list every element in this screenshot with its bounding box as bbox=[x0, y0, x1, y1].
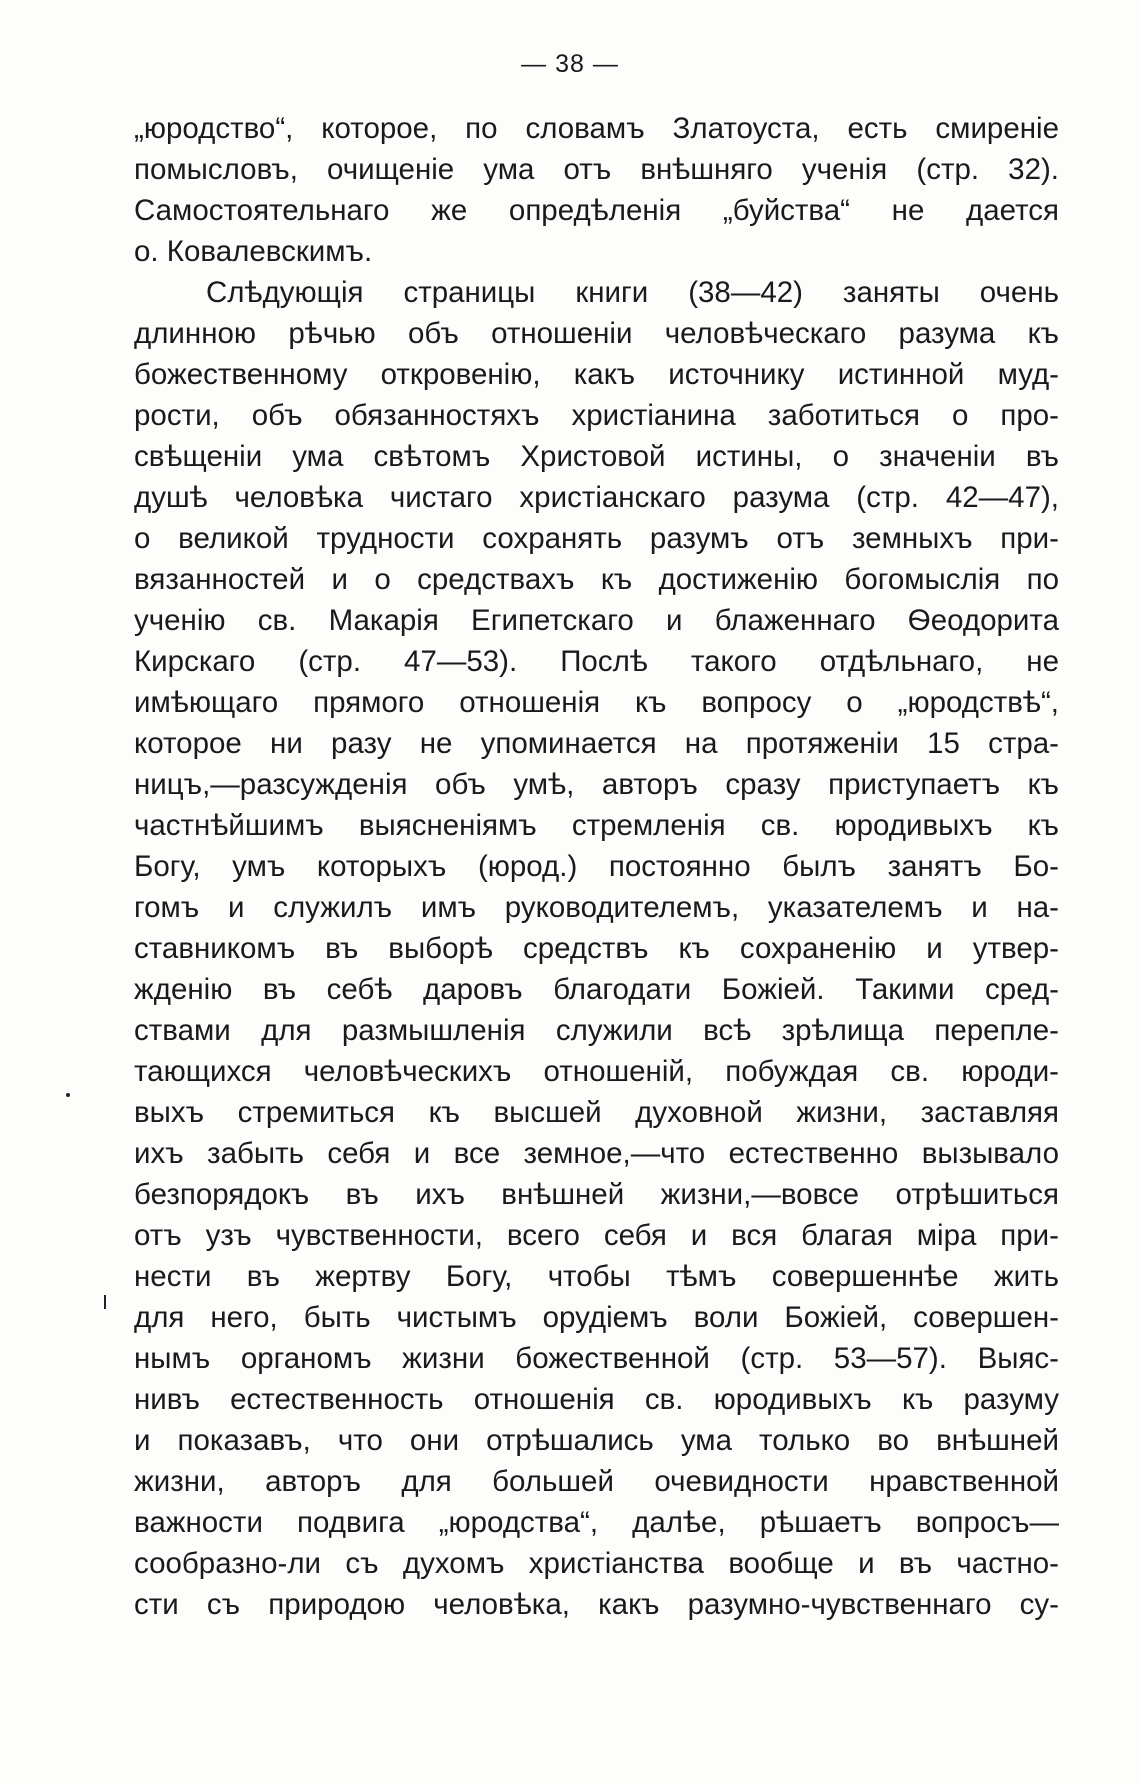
text-line: тающихся человѣческихъ отношенiй, побуждая св. юроди- bbox=[134, 1055, 1059, 1088]
text-line: для него, быть чистымъ орудiемъ воли Божiей, совершен- bbox=[134, 1301, 1059, 1334]
page-number: — 38 — bbox=[521, 50, 619, 78]
text-line: „юродство“, которое, по словамъ Златоуста, есть смиренiе bbox=[134, 112, 1059, 145]
margin-speck bbox=[66, 1093, 70, 1097]
text-line: частнѣйшимъ выясненiямъ стремленiя св. юродивыхъ къ bbox=[134, 809, 1059, 842]
text-line: Самостоятельнаго же опредѣленiя „буйства“ не дается bbox=[134, 194, 1059, 227]
text-line: важности подвига „юродства“, далѣе, рѣшаетъ вопросъ— bbox=[134, 1506, 1059, 1539]
text-line: сти съ природою человѣка, какъ разумно-чувственнаго су- bbox=[134, 1588, 1059, 1621]
text-line: нымъ органомъ жизни божественной (стр. 53—57). Выяс- bbox=[134, 1342, 1059, 1375]
text-line: жденiю въ себѣ даровъ благодати Божiей. Такими сред- bbox=[134, 973, 1059, 1006]
text-line: и показавъ, что они отрѣшались ума только во внѣшней bbox=[134, 1424, 1059, 1457]
text-line: божественному откровенiю, какъ источнику истинной муд- bbox=[134, 358, 1059, 391]
text-line: безпорядокъ въ ихъ внѣшней жизни,—вовсе отрѣшиться bbox=[134, 1178, 1059, 1211]
text-line: о великой трудности сохранять разумъ отъ земныхъ при- bbox=[134, 522, 1059, 555]
text-line: душѣ человѣка чистаго христiанскаго разума (стр. 42—47), bbox=[134, 481, 1059, 514]
text-line: ницъ,—разсужденiя объ умѣ, авторъ сразу приступаетъ къ bbox=[134, 768, 1059, 801]
text-line: гомъ и служилъ имъ руководителемъ, указателемъ и на- bbox=[134, 891, 1059, 924]
text-line: Слѣдующiя страницы книги (38—42) заняты очень bbox=[206, 276, 1059, 309]
text-line: имѣющаго прямого отношенiя къ вопросу о „юродствѣ“, bbox=[134, 686, 1059, 719]
text-line: рости, объ обязанностяхъ христiанина заботиться о про- bbox=[134, 399, 1059, 432]
text-line: Богу, умъ которыхъ (юрод.) постоянно былъ занятъ Бо- bbox=[134, 850, 1059, 883]
margin-tick-mark bbox=[104, 1295, 106, 1309]
text-line: вязанностей и о средствахъ къ достиженiю богомыслiя по bbox=[134, 563, 1059, 596]
text-line: ученiю св. Макарiя Египетскаго и блаженнаго Ѳеодорита bbox=[134, 604, 1059, 637]
text-line: помысловъ, очищенiе ума отъ внѣшняго ученiя (стр. 32). bbox=[134, 153, 1059, 186]
body-text bbox=[134, 108, 1059, 1625]
text-line: жизни, авторъ для большей очевидности нравственной bbox=[134, 1465, 1059, 1498]
text-line: нивъ естественность отношенiя св. юродивыхъ къ разуму bbox=[134, 1383, 1059, 1416]
text-line: нести въ жертву Богу, чтобы тѣмъ совершеннѣе жить bbox=[134, 1260, 1059, 1293]
text-line: которое ни разу не упоминается на протяженiи 15 стра- bbox=[134, 727, 1059, 760]
text-line: длинною рѣчью объ отношенiи человѣческаго разума къ bbox=[134, 317, 1059, 350]
text-line: о. Ковалевскимъ. bbox=[134, 235, 373, 268]
text-line: выхъ стремиться къ высшей духовной жизни, заставляя bbox=[134, 1096, 1059, 1129]
text-line: сообразно-ли съ духомъ христiанства вообще и въ частно- bbox=[134, 1547, 1059, 1580]
text-line: Кирскаго (стр. 47—53). Послѣ такого отдѣльнаго, не bbox=[134, 645, 1059, 678]
text-line: отъ узъ чувственности, всего себя и вся благая мiра при- bbox=[134, 1219, 1059, 1252]
text-line: ставникомъ въ выборѣ средствъ къ сохраненiю и утвер- bbox=[134, 932, 1059, 965]
text-line: свѣщенiи ума свѣтомъ Христовой истины, о значенiи въ bbox=[134, 440, 1059, 473]
text-line: ихъ забыть себя и все земное,—что естественно вызывало bbox=[134, 1137, 1059, 1170]
text-line: ствами для размышленiя служили всѣ зрѣлища перепле- bbox=[134, 1014, 1059, 1047]
